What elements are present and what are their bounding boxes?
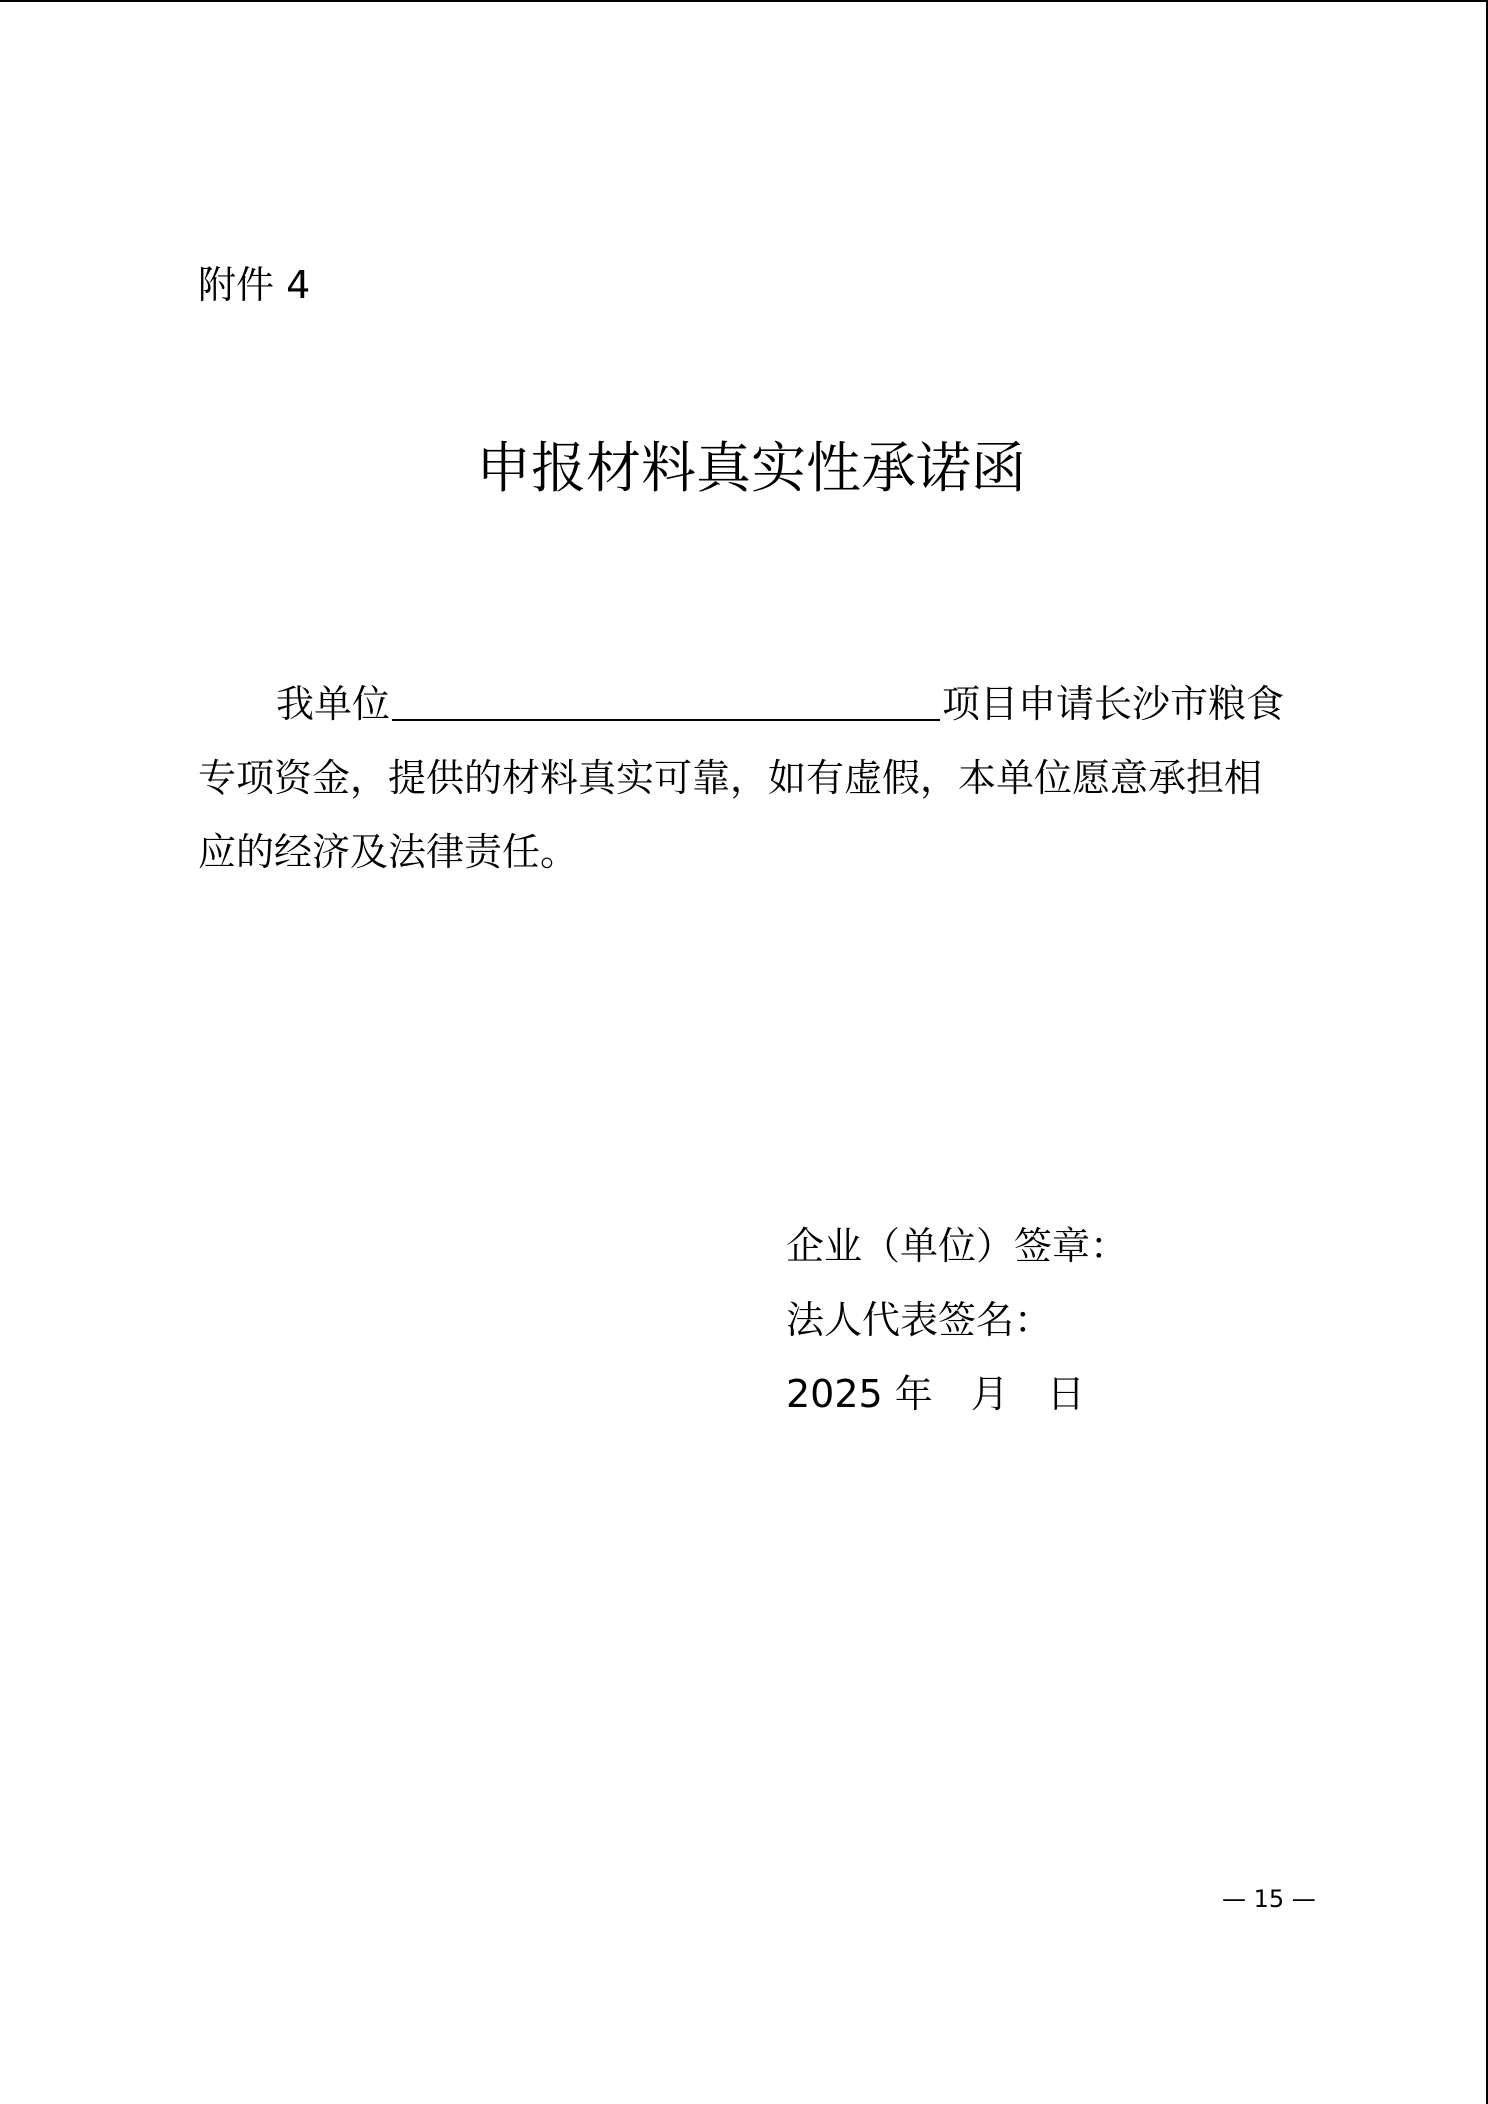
attachment-label: 附件 4: [198, 263, 311, 307]
document-title: 申报材料真实性承诺函: [476, 436, 1027, 500]
company-seal-label: 企业（单位）签章：: [786, 1224, 1129, 1268]
page-number: — 15 —: [1222, 1885, 1316, 1913]
date-month: 月: [970, 1372, 1009, 1416]
body-line-2: 专项资金，提供的材料真实可靠，如有虚假，本单位愿意承担相: [198, 756, 1263, 800]
body-line-3: 应的经济及法律责任。: [198, 830, 579, 874]
date-day: 日: [1046, 1372, 1085, 1416]
date-line: [786, 1357, 1128, 1431]
body-line-1-suffix: 项目申请长沙市粮食: [942, 682, 1285, 726]
legal-representative-label: 法人代表签名：: [786, 1298, 1053, 1342]
unit-name-blank[interactable]: [392, 675, 940, 721]
body-line-1: [276, 667, 1284, 741]
date-year: 2025 年: [786, 1372, 933, 1416]
body-line-1-prefix: 我单位: [276, 682, 391, 726]
signature-block: [786, 1209, 1128, 1431]
